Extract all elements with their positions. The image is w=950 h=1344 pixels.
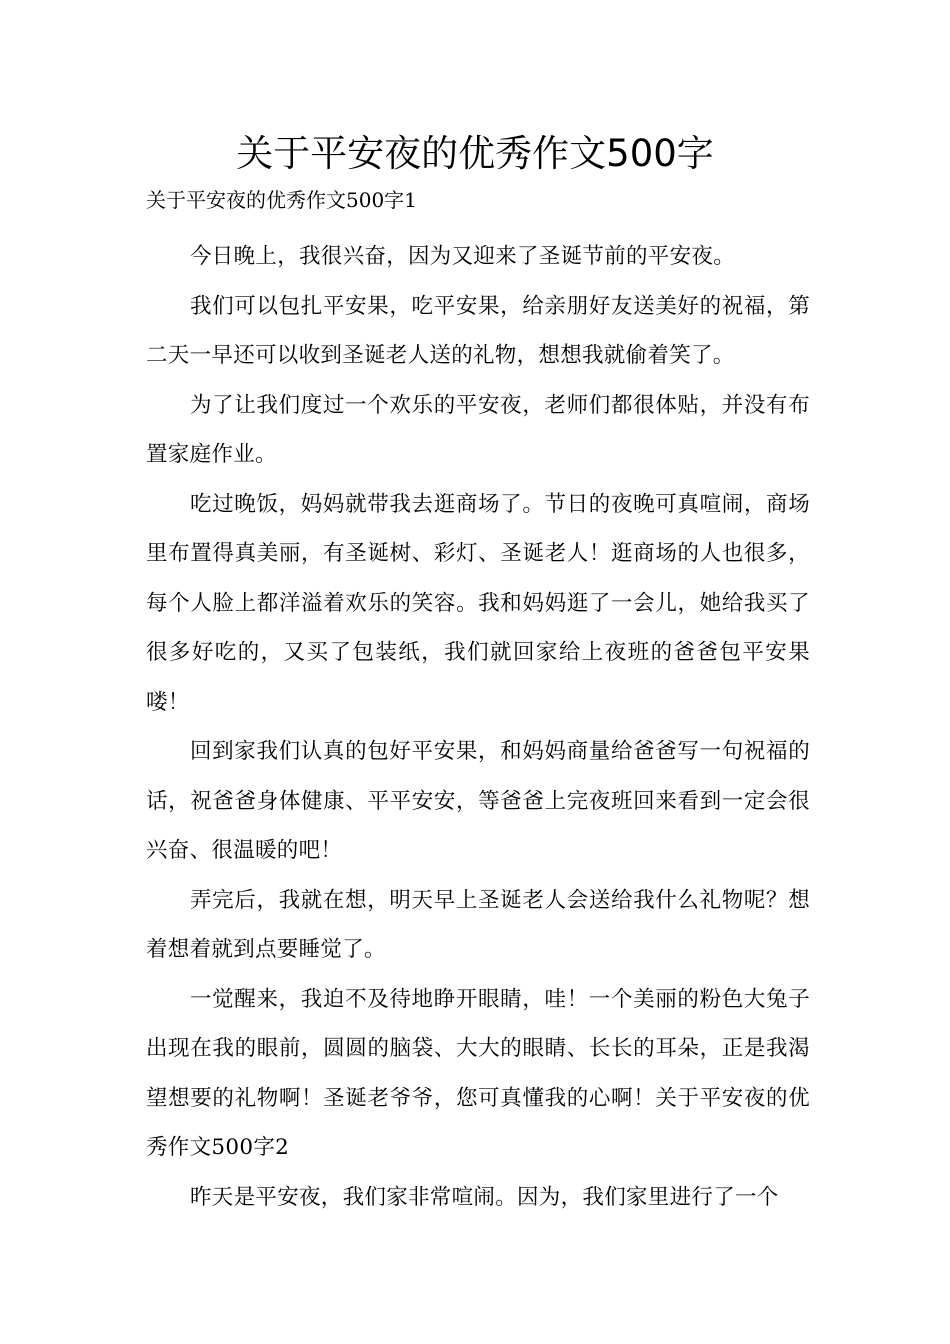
paragraph: 为了让我们度过一个欢乐的平安夜，老师们都很体贴，并没有布置家庭作业。 [146, 392, 810, 467]
paragraph: 一觉醒来，我迫不及待地睁开眼睛，哇！一个美丽的粉色大兔子出现在我的眼前，圆圆的脑袋、大大的眼睛、长长的耳朵，正是我渴望想要的礼物啊！圣诞老爷爷，您可真懂我的心啊！关于平安夜的优秀作文500字2 [146, 986, 810, 1160]
paragraph: 吃过晚饭，妈妈就带我去逛商场了。节日的夜晚可真喧闹，商场里布置得真美丽，有圣诞树、彩灯、圣诞老人！逛商场的人也很多，每个人脸上都洋溢着欢乐的笑容。我和妈妈逛了一会儿，她给我买了很多好吃的，又买了包装纸，我们就回家给上夜班的爸爸包平安果喽！ [146, 491, 810, 715]
paragraph: 回到家我们认真的包好平安果，和妈妈商量给爸爸写一句祝福的话，祝爸爸身体健康、平平安安，等爸爸上完夜班回来看到一定会很兴奋、很温暖的吧！ [146, 739, 810, 863]
essay-subheading: 关于平安夜的优秀作文500字1 [146, 188, 417, 212]
paragraph: 昨天是平安夜，我们家非常喧闹。因为，我们家里进行了一个 [190, 1184, 779, 1210]
paragraph: 我们可以包扎平安果，吃平安果，给亲朋好友送美好的祝福，第二天一早还可以收到圣诞老人送的礼物，想想我就偷着笑了。 [146, 293, 810, 368]
document-body [146, 185, 810, 1222]
paragraph: 弄完后，我就在想，明天早上圣诞老人会送给我什么礼物呢？想着想着就到点要睡觉了。 [146, 887, 810, 962]
document-title: 关于平安夜的优秀作文500字 [236, 132, 714, 175]
paragraph: 今日晚上，我很兴奋，因为又迎来了圣诞节前的平安夜。 [190, 244, 736, 269]
